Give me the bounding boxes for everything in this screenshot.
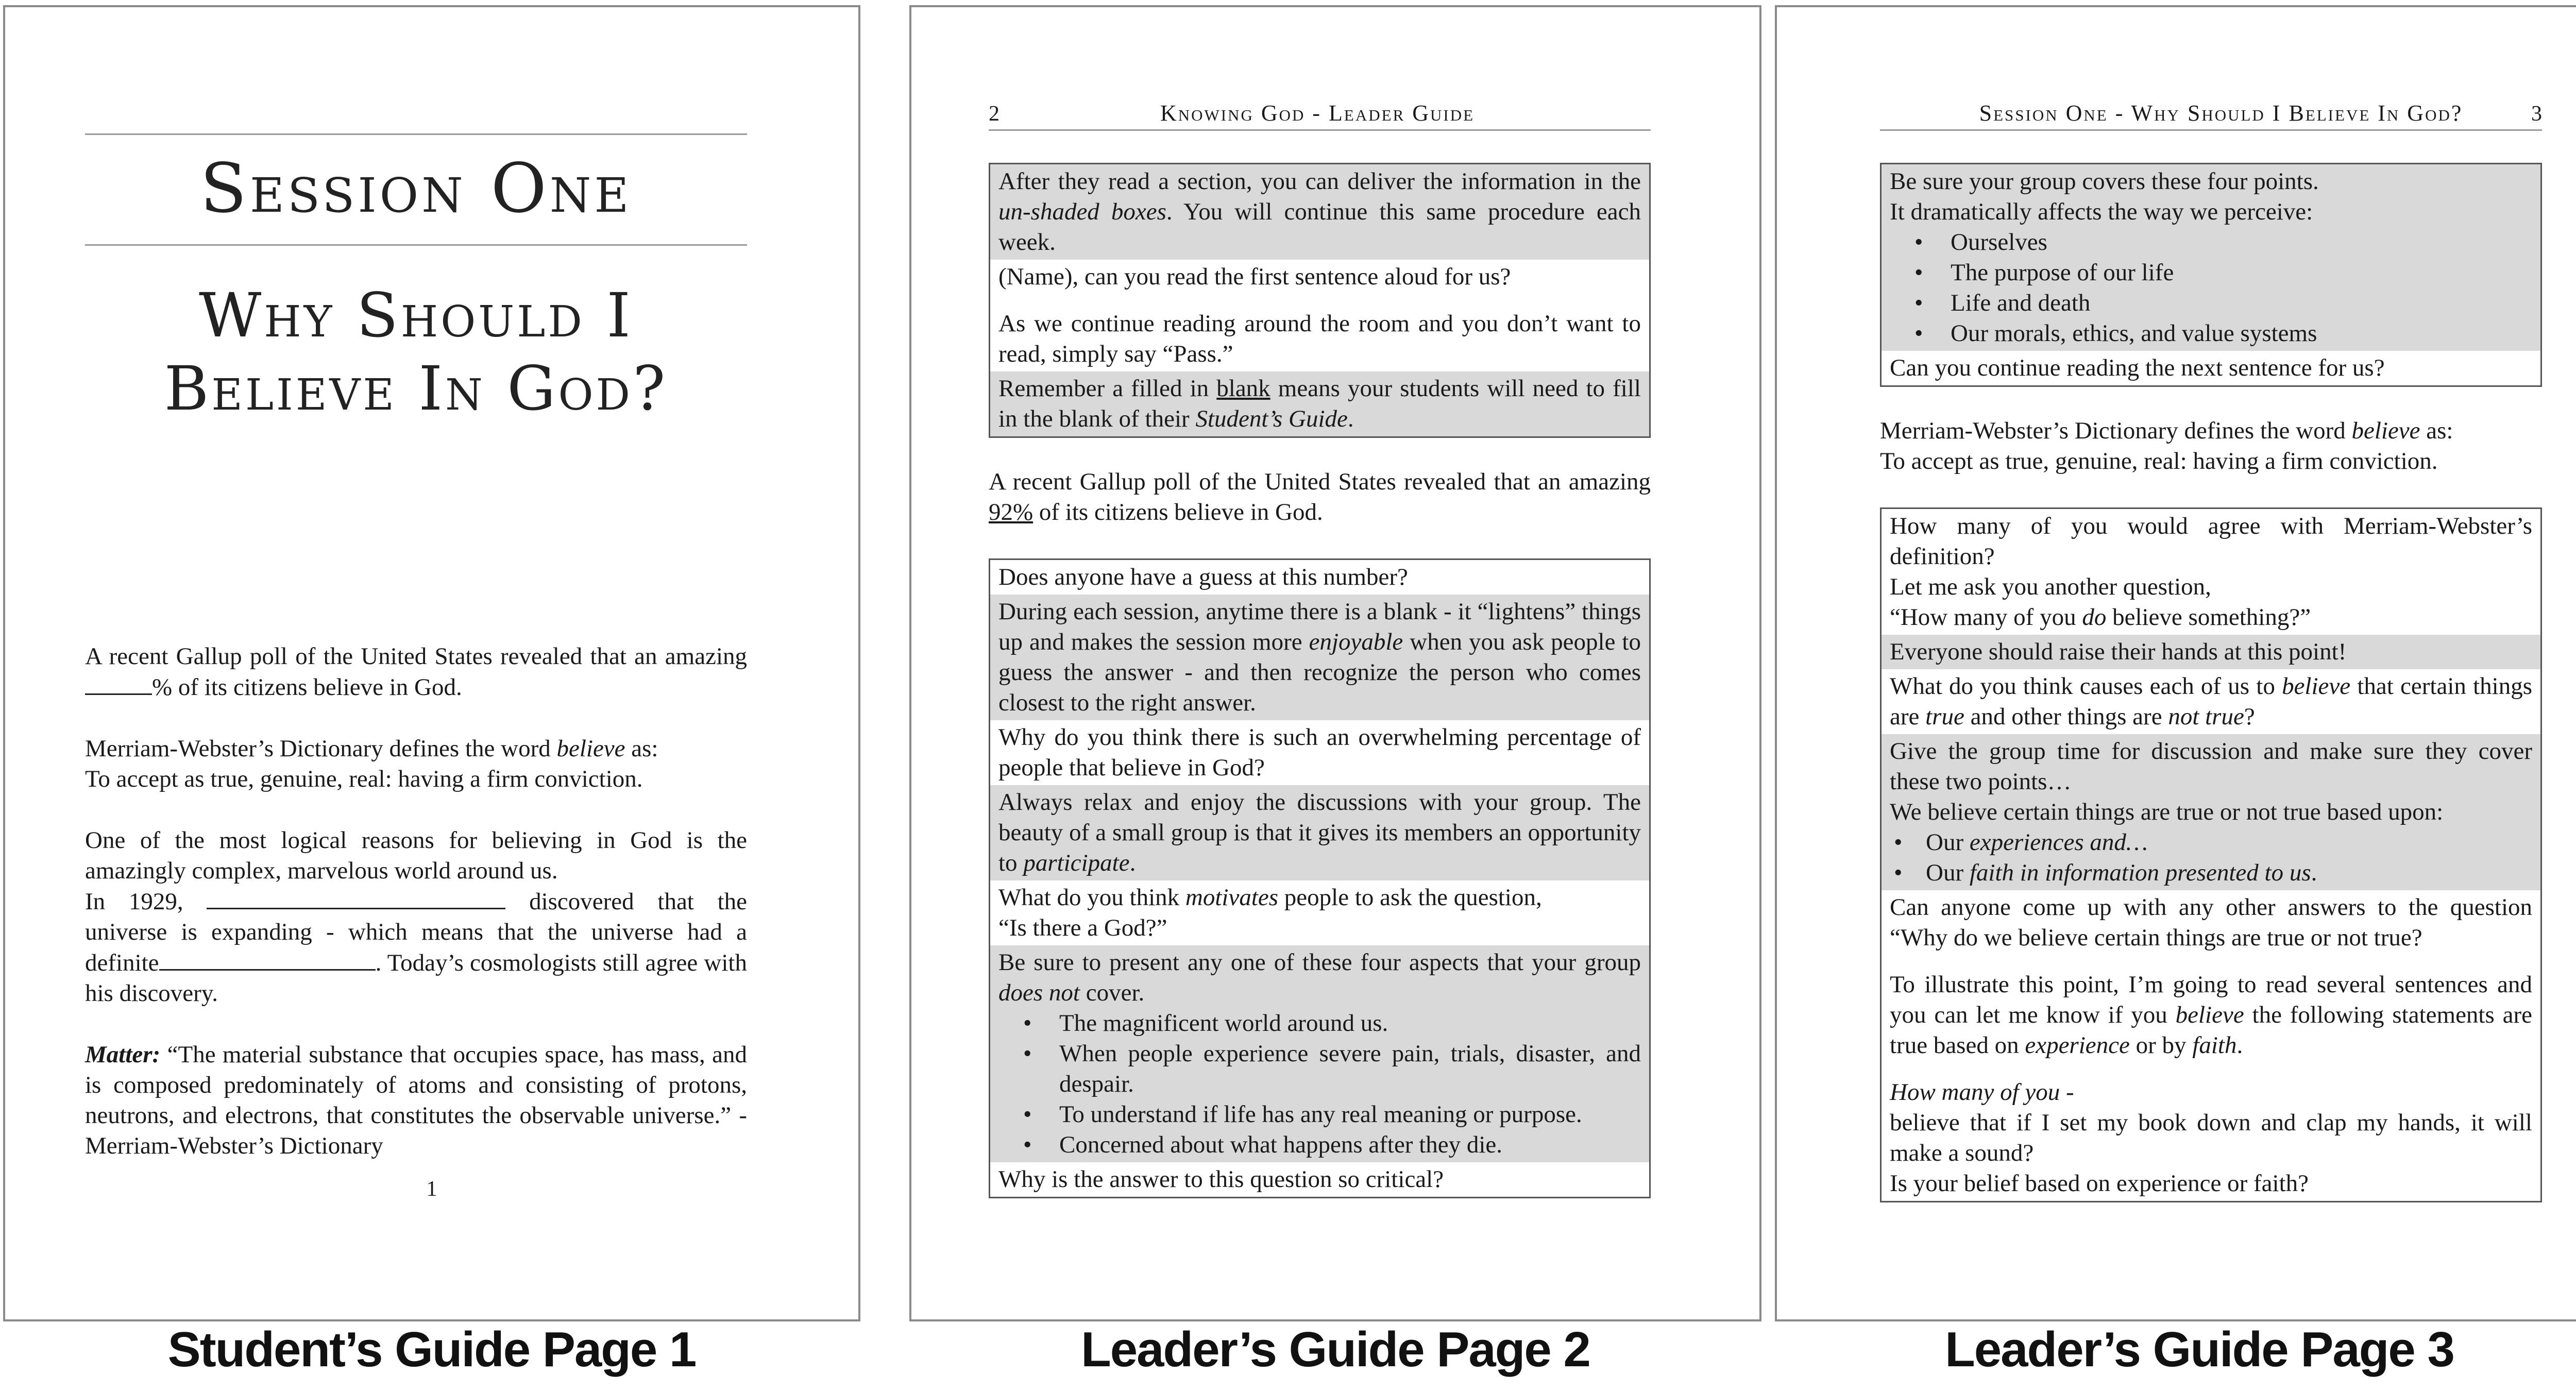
text: that certain things are — [1890, 673, 2532, 730]
basis-list — [1890, 827, 2532, 888]
text: Remember a filled in — [998, 375, 1217, 402]
box-row: Can anyone come up with any other answers to the question “Why do we believe certain things are true or not true? — [1890, 894, 2532, 951]
discussion-box — [1880, 507, 2542, 1202]
text: Give the group time for discussion and make sure they cover these two points… — [1890, 738, 2532, 795]
list-item: • When people experience severe pain, trials, disaster, and despair. — [1059, 1039, 1641, 1099]
body-text — [85, 641, 747, 1161]
emphasis: experiences and… — [1969, 829, 2148, 856]
fill-blank — [207, 886, 505, 909]
box-row — [990, 945, 1649, 1162]
emphasis: does not — [998, 979, 1080, 1006]
box-row — [1882, 669, 2540, 734]
text: “The material substance that occupies space, has mass, and is composed predominately of atoms and consisting of protons, neutrons, and electrons, that constitutes the observable universe.” - Merriam-Webster’s Dictionary — [85, 1041, 747, 1160]
title-line-1: Why Should I — [199, 280, 633, 351]
leaders-guide-page-2 — [909, 5, 1761, 1321]
title-rule-bottom — [85, 244, 747, 246]
page-content — [1880, 100, 2542, 1202]
box-row: Why do you think there is such an overwhelming percentage of people that believe in God? — [998, 724, 1641, 781]
text: people to ask the question, — [1278, 884, 1542, 911]
list-item: • To understand if life has any real meaning or purpose. — [1059, 1099, 1641, 1130]
students-guide-page-1 — [3, 5, 860, 1321]
emphasis: un-shaded boxes — [998, 198, 1166, 225]
running-header — [1880, 100, 2542, 131]
text: means your students will need to fill in the blank of their — [998, 375, 1641, 432]
box-row — [1882, 509, 2540, 635]
emphasis: How many of you — [1890, 1079, 2060, 1106]
list-item: • Our morals, ethics, and value systems — [1951, 318, 2532, 349]
text: . — [2311, 859, 2317, 886]
list-item: • Ourselves — [1951, 227, 2532, 258]
header-title: Session One - Why Should I Believe In God? — [1979, 100, 2463, 126]
text: believe something?” — [2106, 604, 2311, 631]
text: “How many of you — [1890, 604, 2082, 631]
text: . — [2236, 1032, 2243, 1059]
emphasis: Student’s Guide — [1195, 405, 1348, 432]
text: Merriam-Webster’s Dictionary defines the word — [1880, 417, 2352, 444]
header-title: Knowing God - Leader Guide — [1160, 100, 1475, 126]
text: A recent Gallup poll of the United States revealed that an amazing — [989, 468, 1651, 495]
text: Our — [1926, 859, 1970, 886]
box-row — [1882, 734, 2540, 890]
text: To accept as true, genuine, real: having a firm conviction. — [85, 766, 643, 793]
text: as: — [625, 735, 658, 762]
box-row: (Name), can you read the first sentence aloud for us? — [998, 263, 1511, 290]
text: A recent Gallup poll of the United States revealed that an amazing — [85, 643, 747, 670]
aspects-list — [998, 1008, 1641, 1160]
leaders-guide-page-3 — [1775, 5, 2576, 1321]
emphasis: motivates — [1185, 884, 1279, 911]
text: ? — [2244, 703, 2255, 730]
text: What do you think causes each of us to — [1890, 673, 2282, 700]
text: the following statements are true based on — [1890, 1002, 2532, 1059]
list-item: • Concerned about what happens after they die. — [1059, 1130, 1641, 1160]
text: What do you think — [998, 884, 1185, 911]
text: Is your belief based on experience or faith? — [1890, 1170, 2309, 1197]
text: of its citizens believe in God. — [1033, 499, 1323, 525]
caption-leaders-guide-3: Leader’s Guide Page 3 — [1945, 1322, 2454, 1377]
caption-students-guide: Student’s Guide Page 1 — [167, 1322, 696, 1377]
logic-paragraph — [85, 825, 747, 1009]
filled-blank: 92% — [989, 499, 1033, 525]
box-row — [990, 371, 1649, 436]
list-item: • The magnificent world around us. — [1059, 1008, 1641, 1039]
list-item: • Life and death — [1951, 288, 2532, 318]
fill-blank — [159, 947, 376, 971]
emphasis: experience — [2025, 1032, 2130, 1059]
points-box — [1880, 163, 2542, 387]
text: We believe certain things are true or not true based upon: — [1890, 799, 2444, 825]
header-page-number: 3 — [2531, 102, 2542, 126]
text: Our — [1926, 829, 1970, 856]
underlined: blank — [1216, 375, 1270, 402]
emphasis: enjoyable — [1309, 629, 1403, 655]
box-row: Can you continue reading the next sentence for us? — [1890, 354, 2385, 381]
text: discovered that the universe is expanding - which means that the universe had a definite — [85, 888, 748, 977]
emphasis: believe — [2175, 1002, 2244, 1028]
emphasis: not true — [2168, 703, 2244, 730]
header-page-number: 2 — [989, 102, 999, 126]
box-row — [1882, 164, 2540, 351]
text: After they read a section, you can deliver the information in the — [998, 168, 1641, 195]
list-item: • The purpose of our life — [1951, 258, 2532, 288]
text: . — [1129, 850, 1136, 876]
text: To accept as true, genuine, real: having a firm conviction. — [1880, 448, 2438, 474]
text: believe that if I set my book down and clap my hands, it will make a sound? — [1890, 1109, 2532, 1166]
emphasis: faith in information presented to us — [1969, 859, 2311, 886]
matter-paragraph — [85, 1040, 747, 1161]
box-row: As we continue reading around the room and you don’t want to read, simply say “Pass.” — [998, 310, 1641, 367]
text: One of the most logical reasons for believing in God is the amazingly complex, marvelous world around us. — [85, 827, 747, 885]
page-content — [85, 133, 747, 1161]
fill-blank — [85, 672, 152, 695]
session-heading: Session One — [200, 149, 632, 228]
title-line-2: Believe In God? — [164, 352, 668, 424]
emphasis: believe — [556, 735, 625, 762]
text: . You will continue this same procedure each week. — [998, 198, 1641, 256]
text: . Today’s cosmologists still agree with his discovery. — [85, 949, 747, 1007]
running-header — [989, 100, 1651, 131]
gallup-paragraph — [85, 641, 747, 703]
box-row — [1882, 1063, 2540, 1201]
box-row — [990, 595, 1649, 720]
definition-paragraph — [85, 734, 747, 794]
text: Be sure your group covers these four points. — [1890, 168, 2319, 195]
list-item — [1926, 827, 2532, 858]
text: During each session, anytime there is a blank - it “lightens” things up and makes the session more — [998, 598, 1641, 655]
page-content — [989, 100, 1651, 1198]
discussion-box — [989, 558, 1651, 1198]
list-item — [1926, 858, 2532, 888]
caption-leaders-guide-2: Leader’s Guide Page 2 — [1081, 1322, 1590, 1377]
box-row — [990, 785, 1649, 880]
box-row: Everyone should raise their hands at this point! — [1882, 635, 2540, 669]
text: . — [1347, 405, 1354, 432]
definition-paragraph — [1880, 416, 2542, 477]
instruction-box — [989, 163, 1651, 438]
text: To illustrate this point, I’m going to read several sentences and you can let me know if you — [1890, 971, 2532, 1028]
term: Matter: — [85, 1041, 161, 1068]
emphasis: do — [2082, 604, 2107, 631]
box-row — [990, 164, 1649, 260]
emphasis: faith — [2192, 1032, 2237, 1059]
gallup-paragraph — [989, 467, 1651, 528]
text: “Is there a God?” — [998, 914, 1167, 941]
text: and other things are — [1964, 703, 2168, 730]
page-number: 1 — [426, 1177, 437, 1201]
text: - — [2060, 1079, 2074, 1106]
box-row: Does anyone have a guess at this number? — [998, 564, 1408, 590]
text: when you ask people to guess the answer - and then recognize the person who comes closest to the right answer. — [998, 629, 1641, 716]
page-title — [85, 279, 747, 425]
text: or by — [2129, 1032, 2193, 1059]
text: Merriam-Webster’s Dictionary defines the word — [85, 735, 557, 762]
emphasis: believe — [2282, 673, 2351, 700]
text: % of its citizens believe in God. — [152, 674, 462, 701]
text: Always relax and enjoy the discussions with your group. The beauty of a small group is that it gives its members an opportunity to — [998, 789, 1641, 876]
text: How many of you would agree with Merriam-Webster’s definition? — [1890, 513, 2532, 570]
box-row — [990, 880, 1649, 945]
emphasis: participate — [1023, 850, 1130, 876]
text: It dramatically affects the way we perceive: — [1890, 198, 2313, 225]
text: In 1929, — [85, 888, 183, 915]
box-row: Why is the answer to this question so critical? — [998, 1166, 1444, 1193]
text: Let me ask you another question, — [1890, 573, 2211, 600]
emphasis: believe — [2351, 417, 2420, 444]
points-list — [1890, 227, 2532, 349]
emphasis: true — [1925, 703, 1964, 730]
text: as: — [2420, 417, 2453, 444]
text: Be sure to present any one of these four aspects that your group — [998, 949, 1641, 976]
box-row — [1882, 955, 2540, 1063]
text: cover. — [1079, 979, 1145, 1006]
